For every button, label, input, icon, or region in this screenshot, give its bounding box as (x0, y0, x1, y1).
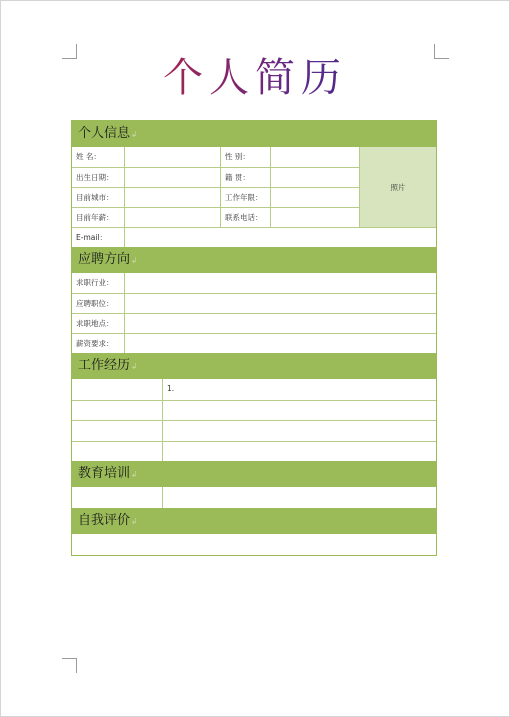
education-detail-field[interactable] (162, 487, 436, 508)
hometown-label: 籍 贯： (220, 168, 270, 187)
birthdate-label: 出生日期： (76, 173, 114, 182)
section-heading: 应聘方向 (78, 252, 131, 267)
position-field[interactable] (124, 294, 436, 313)
paragraph-mark: ↲ (131, 470, 138, 479)
location-label: 求职地点： (76, 319, 114, 328)
section-self-evaluation-header[interactable] (72, 508, 436, 534)
resume-title: 个人简历 (0, 52, 510, 104)
gender-label: 性 别： (220, 147, 270, 167)
table-row (72, 487, 436, 508)
birthdate-field[interactable] (124, 168, 220, 187)
table-row (72, 207, 359, 227)
email-label: E-mail： (76, 233, 108, 242)
section-heading: 个人信息 (78, 126, 131, 141)
work-years-field[interactable] (270, 188, 359, 207)
resume-table (71, 120, 437, 556)
current-salary-label: 目前年薪： (76, 213, 114, 222)
table-row (72, 534, 436, 555)
current-city-label: 目前城市： (76, 193, 114, 202)
gender-field[interactable] (270, 147, 359, 167)
work-years-label: 工作年限： (220, 188, 270, 207)
work-detail-field[interactable] (162, 401, 436, 421)
table-row (72, 400, 436, 421)
work-period-field[interactable] (72, 379, 162, 400)
paragraph-mark: ↲ (131, 517, 138, 526)
photo-label: 照片 (390, 182, 406, 192)
self-evaluation-field[interactable] (72, 534, 436, 555)
industry-field[interactable] (124, 273, 436, 293)
email-field[interactable] (124, 228, 436, 247)
table-row (72, 379, 436, 400)
work-detail-field[interactable]: 1. (162, 379, 436, 400)
current-city-field[interactable] (124, 188, 220, 207)
personal-info-grid (72, 147, 436, 227)
section-heading: 工作经历 (78, 358, 131, 373)
section-heading: 教育培训 (78, 466, 131, 481)
table-row (72, 293, 436, 313)
table-row (72, 147, 359, 167)
work-period-field[interactable] (72, 421, 162, 441)
phone-field[interactable] (270, 208, 359, 227)
paragraph-mark: ↲ (131, 256, 138, 265)
work-detail-field[interactable] (162, 421, 436, 441)
section-work-experience-header[interactable] (72, 353, 436, 379)
salary-expectation-field[interactable] (124, 334, 436, 353)
phone-label: 联系电话： (220, 208, 270, 227)
hometown-field[interactable] (270, 168, 359, 187)
section-job-intention-header[interactable] (72, 247, 436, 273)
work-period-field[interactable] (72, 401, 162, 421)
education-period-field[interactable] (72, 487, 162, 508)
position-label: 应聘职位： (76, 299, 114, 308)
section-education-header[interactable] (72, 461, 436, 487)
paragraph-mark: ↲ (131, 362, 138, 371)
name-label: 姓 名： (76, 152, 101, 161)
table-row (72, 273, 436, 293)
name-field[interactable] (124, 147, 220, 167)
section-personal-info-header[interactable] (72, 121, 436, 147)
table-row (72, 441, 436, 462)
section-heading: 自我评价 (78, 513, 131, 528)
work-detail-field[interactable] (162, 442, 436, 462)
table-row (72, 167, 359, 187)
table-row (72, 333, 436, 353)
table-row (72, 227, 436, 247)
table-row (72, 187, 359, 207)
salary-expectation-label: 薪资要求： (76, 339, 114, 348)
table-row (72, 420, 436, 441)
table-row (72, 313, 436, 333)
location-field[interactable] (124, 314, 436, 333)
current-salary-field[interactable] (124, 208, 220, 227)
photo-cell[interactable] (359, 147, 436, 227)
crop-mark-bottom-left (62, 658, 77, 673)
industry-label: 求职行业： (76, 278, 114, 287)
paragraph-mark: ↲ (131, 130, 138, 139)
work-period-field[interactable] (72, 442, 162, 462)
